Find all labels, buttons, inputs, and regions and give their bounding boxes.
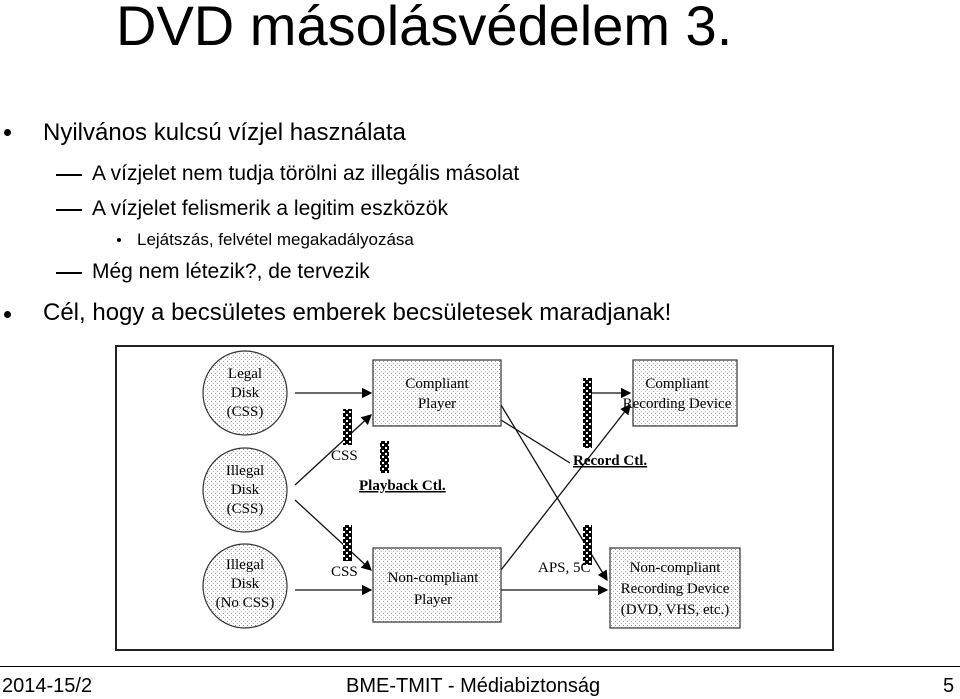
svg-text:Compliant: Compliant — [645, 376, 709, 392]
bullet-dot-icon — [4, 129, 11, 136]
slide-title: DVD másolásvédelem 3. — [116, 0, 733, 57]
disk-illegal-no-css — [203, 544, 287, 628]
bullet-item: Még nem létezik?, de tervezik — [92, 260, 370, 283]
label-aps-5c: APS, 5C — [538, 560, 591, 576]
dvd-protection-diagram — [115, 345, 834, 651]
bullet-item: A vízjelet nem tudja törölni az illegális másolat — [92, 162, 520, 185]
label-playback-ctl: Playback Ctl. — [359, 478, 446, 494]
playback-wall-icon — [380, 441, 389, 473]
disk-illegal — [203, 448, 287, 532]
label-css-bottom: CSS — [331, 564, 358, 580]
svg-text:Player: Player — [413, 592, 453, 608]
bullet-item: Lejátszás, felvétel megakadályozása — [137, 230, 414, 249]
svg-text:Illegal: Illegal — [225, 557, 265, 573]
bullet-item: A vízjelet felismerik a legitim eszközök — [92, 197, 448, 220]
svg-text:Recording Device: Recording Device — [622, 396, 732, 412]
svg-text:(CSS): (CSS) — [226, 404, 264, 420]
svg-text:(DVD, VHS, etc.): (DVD, VHS, etc.) — [620, 602, 730, 618]
svg-text:Disk: Disk — [230, 385, 260, 401]
bullet-item: Nyilvános kulcsú vízjel használata — [43, 119, 406, 146]
svg-text:(No CSS): (No CSS) — [215, 595, 275, 611]
bullet-item: Cél, hogy a becsületes emberek becsületesek maradjanak! — [43, 299, 672, 326]
aps-wall-icon — [583, 525, 592, 565]
disk-legal — [203, 351, 287, 435]
footer-date: 2014-15/2 — [2, 675, 93, 697]
dash-icon — [56, 272, 82, 274]
footer-course: BME-TMIT - Médiabiztonság — [346, 675, 601, 697]
svg-text:(CSS): (CSS) — [226, 501, 264, 517]
label-css-top: CSS — [331, 448, 358, 464]
footer-page-number: 5 — [943, 675, 955, 697]
box-noncompliant-recorder — [610, 548, 740, 628]
svg-text:Non-compliant: Non-compliant — [387, 570, 479, 586]
bullet-dot-icon — [4, 311, 11, 318]
css-wall-bottom-icon — [343, 525, 352, 561]
svg-text:Illegal: Illegal — [225, 463, 265, 479]
svg-text:Disk: Disk — [230, 576, 260, 592]
footer-divider — [0, 666, 960, 667]
bullet-dot-icon — [117, 238, 121, 242]
label-record-ctl: Record Ctl. — [573, 453, 648, 469]
box-noncompliant-player — [373, 548, 501, 622]
svg-text:Recording Device: Recording Device — [620, 581, 730, 597]
svg-text:Legal: Legal — [227, 366, 263, 382]
css-wall-top-icon — [343, 409, 352, 445]
svg-text:Compliant: Compliant — [405, 376, 469, 392]
dash-icon — [56, 209, 82, 211]
record-wall-icon — [583, 378, 592, 448]
svg-text:Non-compliant: Non-compliant — [629, 560, 721, 576]
box-compliant-player — [373, 360, 501, 426]
svg-text:Disk: Disk — [230, 482, 260, 498]
box-compliant-recorder — [623, 360, 737, 426]
svg-text:Player: Player — [417, 396, 457, 412]
dash-icon — [56, 174, 82, 176]
